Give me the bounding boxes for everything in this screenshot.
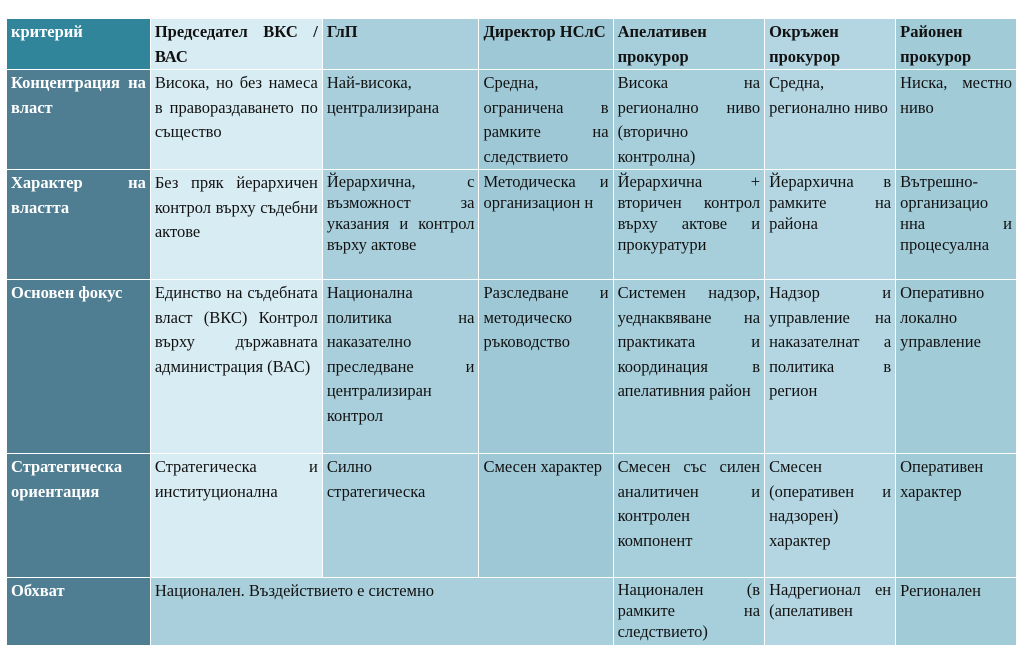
header-vks-vas-chairman-text: Председател ВКС / ВАС — [154, 22, 318, 66]
row-label-text: Характер на властта — [11, 173, 146, 217]
table-cell — [765, 70, 896, 170]
cell-text: Национален (в рамките на следствието) — [617, 580, 761, 641]
header-district-prosecutor — [765, 19, 896, 70]
header-district-prosecutor-text: Окръжен прокурор — [769, 22, 841, 66]
cell-text: Национална политика на наказателно преследване и централизиран контрол — [326, 283, 475, 425]
cell-text: Висока на регионално ниво (вторично контролна) — [617, 73, 761, 166]
header-appellate-prosecutor-text: Апелативен прокурор — [617, 22, 707, 66]
cell-text: Силно стратегическа — [326, 457, 426, 501]
cell-text: Без пряк йерархичен контрол върху съдебни актове — [154, 173, 318, 241]
cell-text: Регионален — [900, 581, 981, 600]
table-cell — [613, 280, 765, 454]
header-regional-prosecutor — [896, 19, 1017, 70]
cell-text: Оперативно локално управление — [900, 283, 985, 351]
header-vks-vas-chairman — [150, 19, 322, 70]
header-criterion — [7, 19, 150, 70]
table-cell — [479, 170, 613, 280]
cell-text: Надзор и управление на наказателнат а политика в регион — [769, 283, 892, 400]
comparison-table — [7, 19, 1017, 646]
header-nsls-director — [479, 19, 613, 70]
table-cell — [150, 170, 322, 280]
row-label-text: Стратегическа ориентация — [11, 457, 123, 501]
header-nsls-director-text: Директор НСлС — [483, 22, 606, 41]
table-cell — [765, 170, 896, 280]
header-regional-prosecutor-text: Районен прокурор — [900, 22, 972, 66]
cell-text: Надрегионал ен (апелативен — [769, 580, 892, 620]
header-criterion-text: критерий — [11, 22, 83, 41]
table-cell — [322, 70, 479, 170]
header-appellate-prosecutor — [613, 19, 765, 70]
row-label-text: Обхват — [11, 581, 65, 600]
table-cell — [896, 170, 1017, 280]
table-row — [7, 454, 1017, 578]
table-cell — [479, 454, 613, 578]
table-cell — [479, 280, 613, 454]
cell-text: Йерархична, с възможност за указания и контрол върху актове — [326, 172, 475, 254]
cell-text: Средна, ограничена в рамките на следствието — [483, 73, 609, 166]
cell-text: Смесен (оперативен и надзорен) характер — [769, 457, 892, 550]
cell-text: Единство на съдебната власт (ВКС) Контрол върху държавната администрация (ВАС) — [154, 283, 318, 376]
table-cell — [896, 280, 1017, 454]
row-label — [7, 170, 150, 280]
table-cell — [322, 170, 479, 280]
row-label — [7, 280, 150, 454]
table-cell — [613, 170, 765, 280]
table-cell — [613, 454, 765, 578]
table-cell — [765, 280, 896, 454]
cell-text: Разследване и методическо ръководство — [483, 283, 609, 351]
row-label-text: Концентрация на власт — [11, 73, 146, 117]
cell-text: Ниска, местно ниво — [900, 73, 1012, 117]
row-label — [7, 70, 150, 170]
cell-text: Средна, регионално ниво — [769, 73, 888, 117]
cell-text: Йерархична + вторичен контрол върху актове и прокуратури — [617, 172, 761, 254]
table-cell — [613, 578, 765, 646]
table-cell — [896, 454, 1017, 578]
table-cell — [896, 70, 1017, 170]
cell-text: Висока, но без намеса в правораздаването по същество — [154, 73, 318, 141]
cell-text: Системен надзор, уеднаквяване на практиката и координация в апелативния район — [617, 283, 761, 400]
table-row — [7, 578, 1017, 646]
table-cell — [613, 70, 765, 170]
cell-text: Смесен характер — [483, 457, 602, 476]
cell-text: Оперативен характер — [900, 457, 984, 501]
table-row — [7, 170, 1017, 280]
table-row — [7, 70, 1017, 170]
cell-text: Методическа и организацион н — [483, 172, 609, 212]
table-row — [7, 280, 1017, 454]
row-label — [7, 578, 150, 646]
cell-text: Смесен със силен аналитичен и контролен компонент — [617, 457, 761, 550]
header-prosecutor-general — [322, 19, 479, 70]
table-cell — [150, 280, 322, 454]
header-row — [7, 19, 1017, 70]
table-cell — [322, 454, 479, 578]
cell-text: Вътрешно-организацио нна и процесуална — [900, 172, 1012, 254]
table-cell — [896, 578, 1017, 646]
header-prosecutor-general-text: ГлП — [326, 22, 358, 41]
table-cell — [322, 280, 479, 454]
table-cell — [765, 578, 896, 646]
merged-cell — [150, 578, 613, 646]
table-cell — [150, 454, 322, 578]
table-cell — [479, 70, 613, 170]
row-label-text: Основен фокус — [11, 283, 123, 302]
cell-text: Най-висока, централизирана — [326, 73, 440, 117]
cell-text: Йерархична в рамките на района — [769, 172, 892, 233]
table-cell — [150, 70, 322, 170]
row-label — [7, 454, 150, 578]
merged-cell-text: Национален. Въздействието е системно — [154, 581, 435, 600]
cell-text: Стратегическа и институционална — [154, 457, 318, 501]
table-cell — [765, 454, 896, 578]
